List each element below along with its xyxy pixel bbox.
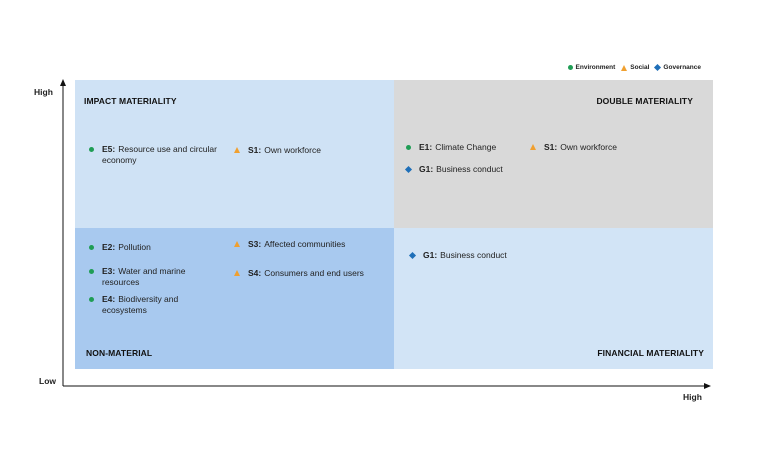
entry-e2	[89, 242, 151, 253]
entry-text	[419, 164, 503, 175]
environment-circle-icon	[406, 145, 411, 150]
entry-g1-financial	[410, 250, 507, 261]
entry-text	[102, 242, 151, 253]
x-axis-arrowhead	[704, 383, 711, 389]
governance-diamond-icon	[405, 166, 412, 173]
entry-label: Business conduct	[440, 250, 507, 260]
entry-code: S3:	[248, 239, 262, 249]
entry-s1-double	[530, 142, 617, 153]
entry-code: S4:	[248, 268, 262, 278]
entry-text	[248, 239, 345, 250]
x-axis-high-label: High	[683, 392, 702, 402]
entry-label: Consumers and end users	[264, 268, 364, 278]
social-triangle-icon	[530, 144, 536, 150]
entry-label: Pollution	[118, 242, 151, 252]
environment-circle-icon	[89, 269, 94, 274]
social-triangle-icon	[234, 147, 240, 153]
legend-label: Social	[630, 64, 650, 71]
y-axis-high-label: High	[34, 87, 53, 97]
entry-text	[102, 294, 207, 316]
legend-label: Governance	[663, 64, 701, 71]
entry-s3	[234, 239, 345, 250]
entry-code: E4:	[102, 294, 116, 304]
entry-text	[248, 268, 364, 279]
entry-code: E5:	[102, 144, 116, 154]
entry-text	[102, 266, 207, 288]
entry-label: Biodiversity and ecosystems	[102, 294, 179, 315]
entry-code: E2:	[102, 242, 116, 252]
entry-label: Affected communities	[264, 239, 346, 249]
entry-label: Climate Change	[435, 142, 497, 152]
entry-code: E3:	[102, 266, 116, 276]
entry-e1	[406, 142, 496, 153]
entry-text	[102, 144, 219, 166]
entry-text	[248, 145, 321, 156]
entry-e3	[89, 266, 207, 288]
entry-e5	[89, 144, 219, 166]
entry-text	[419, 142, 496, 153]
impact-materiality-title: IMPACT MATERIALITY	[84, 96, 177, 106]
entry-label: Resource use and circular economy	[102, 144, 217, 165]
legend-label: Environment	[575, 64, 616, 71]
environment-circle-icon	[89, 245, 94, 250]
double-materiality-title: DOUBLE MATERIALITY	[596, 96, 693, 106]
entry-e4	[89, 294, 207, 316]
social-triangle-icon	[234, 270, 240, 276]
entry-s4	[234, 268, 364, 279]
entry-code: S1:	[248, 145, 262, 155]
environment-circle-icon	[89, 147, 94, 152]
entry-g1-double	[406, 164, 503, 175]
social-triangle-icon	[234, 241, 240, 247]
entry-label: Own workforce	[560, 142, 617, 152]
governance-diamond-icon	[409, 252, 416, 259]
non-material-title: NON-MATERIAL	[86, 348, 153, 358]
entry-code: G1:	[423, 250, 438, 260]
entry-s1-impact	[234, 145, 321, 156]
entry-code: S1:	[544, 142, 558, 152]
y-axis-arrowhead	[60, 79, 66, 86]
entry-label: Water and marine resources	[102, 266, 186, 287]
environment-circle-icon	[89, 297, 94, 302]
entry-label: Own workforce	[264, 145, 321, 155]
entry-code: G1:	[419, 164, 434, 174]
y-axis-low-label: Low	[39, 376, 56, 386]
entry-label: Business conduct	[436, 164, 503, 174]
entry-text	[423, 250, 507, 261]
entry-code: E1:	[419, 142, 433, 152]
financial-materiality-title: FINANCIAL MATERIALITY	[597, 348, 704, 358]
entry-text	[544, 142, 617, 153]
